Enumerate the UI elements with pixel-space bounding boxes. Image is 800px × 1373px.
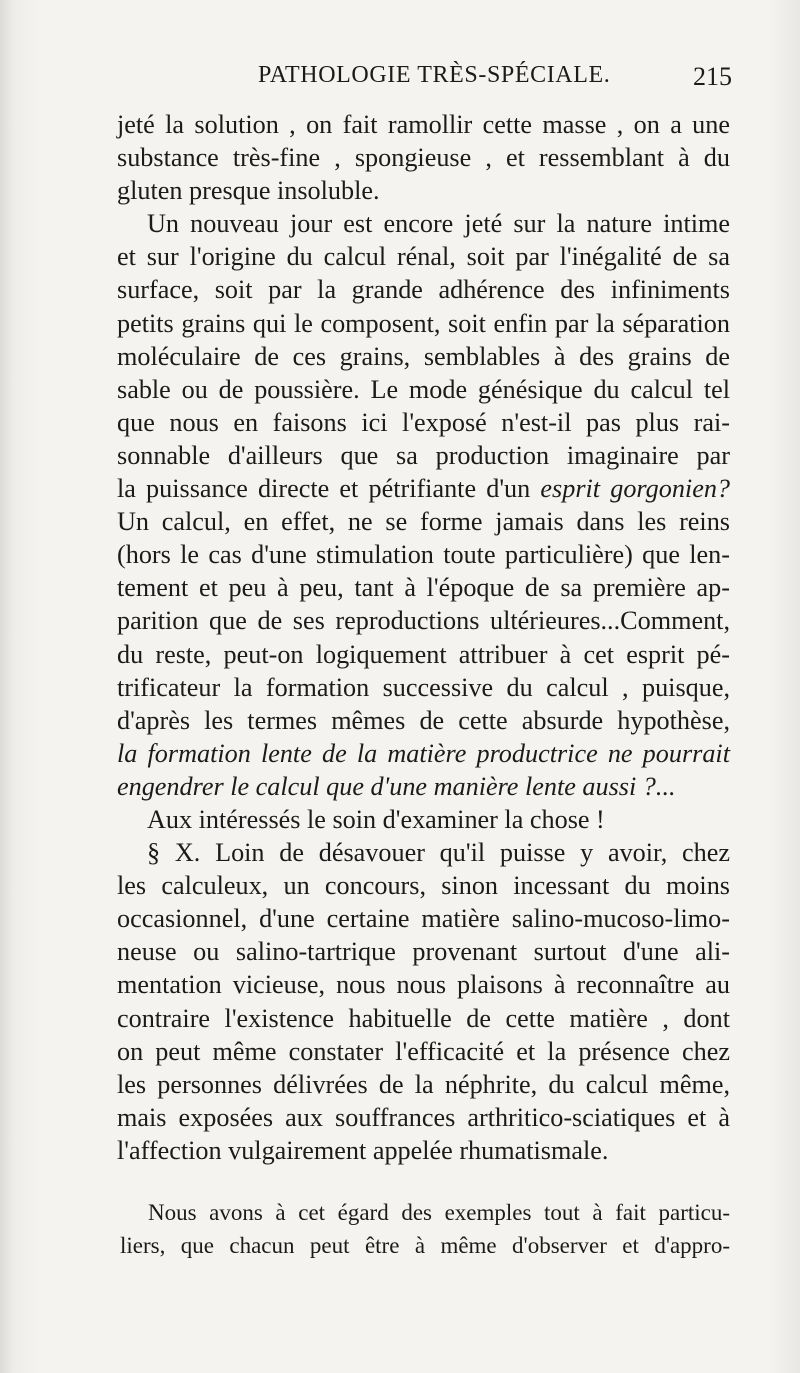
text-line: parition que de ses reproductions ultérieures...Comment, (117, 606, 730, 636)
note-line: liers, que chacun peut être à même d'observer et d'appro- (120, 1233, 730, 1258)
text-line: sonnable d'ailleurs que sa production imaginaire par (117, 440, 730, 470)
text-line (117, 472, 730, 505)
text-line: l'affection vulgairement appelée rhumatismale. (117, 1135, 609, 1165)
text-line: du reste, peut-on logiquement attribuer à cet esprit pé- (117, 639, 730, 669)
text-line: Aux intéressés le soin d'examiner la chose ! (147, 804, 605, 834)
text-line: sable ou de poussière. Le mode génésique du calcul tel (117, 374, 730, 404)
note-line: Nous avons à cet égard des exemples tout à fait particu- (148, 1200, 730, 1225)
text-line: moléculaire de ces grains, semblables à des grains de (117, 341, 730, 371)
text-line: occasionnel, d'une certaine matière salino-mucoso-limo- (117, 904, 730, 934)
text-line: d'après les termes mêmes de cette absurde hypothèse, (117, 705, 730, 735)
page-header (118, 62, 738, 98)
text-line: gluten presque insoluble. (117, 176, 380, 206)
text-line: tement et peu à peu, tant à l'époque de sa première ap- (117, 573, 730, 603)
page-number: 215 (693, 62, 732, 91)
text-line: petits grains qui le composent, soit enfin par la séparation (117, 308, 730, 338)
section-start-line: § X. Loin de désavouer qu'il puisse y avoir, chez (147, 838, 730, 868)
text-line: les personnes délivrées de la néphrite, du calcul même, (117, 1069, 730, 1099)
text-line: que nous en faisons ici l'exposé n'est-il pas plus rai- (117, 407, 730, 437)
text-line: (hors le cas d'une stimulation toute particulière) que len- (117, 540, 730, 570)
text-line: Un nouveau jour est encore jeté sur la nature intime (147, 209, 730, 239)
text-line: les calculeux, un concours, sinon incessant du moins (117, 871, 730, 901)
note-text (120, 1196, 730, 1262)
italic-phrase: esprit gorgonien? (540, 474, 731, 504)
text-run: la puissance directe et pétrifiante d'un (117, 474, 531, 504)
italic-line: engendrer le calcul que d'une manière lente aussi ?... (117, 771, 676, 801)
text-line: Un calcul, en effet, ne se forme jamais dans les reins (117, 507, 730, 537)
text-line: contraire l'existence habituelle de cette matière , dont (117, 1003, 730, 1033)
text-line: substance très-fine , spongieuse , et ressemblant à du (117, 143, 730, 173)
italic-line: la formation lente de la matière productrice ne pourrait (117, 738, 730, 768)
text-line: surface, soit par la grande adhérence des infiniments (117, 275, 730, 305)
text-line: mais exposées aux souffrances arthritico-sciatiques et à (117, 1102, 730, 1132)
text-line: et sur l'origine du calcul rénal, soit par l'inégalité de sa (117, 242, 730, 272)
running-head: PATHOLOGIE TRÈS-SPÉCIALE. (258, 62, 611, 88)
text-line: mentation vicieuse, nous nous plaisons à reconnaître au (117, 970, 730, 1000)
text-line: neuse ou salino-tartrique provenant surtout d'une ali- (117, 937, 730, 967)
body-text (117, 108, 730, 1167)
text-line: jeté la solution , on fait ramollir cette masse , on a une (117, 110, 730, 139)
text-line: on peut même constater l'efficacité et la présence chez (117, 1036, 730, 1066)
text-line: trificateur la formation successive du calcul , puisque, (117, 672, 730, 702)
